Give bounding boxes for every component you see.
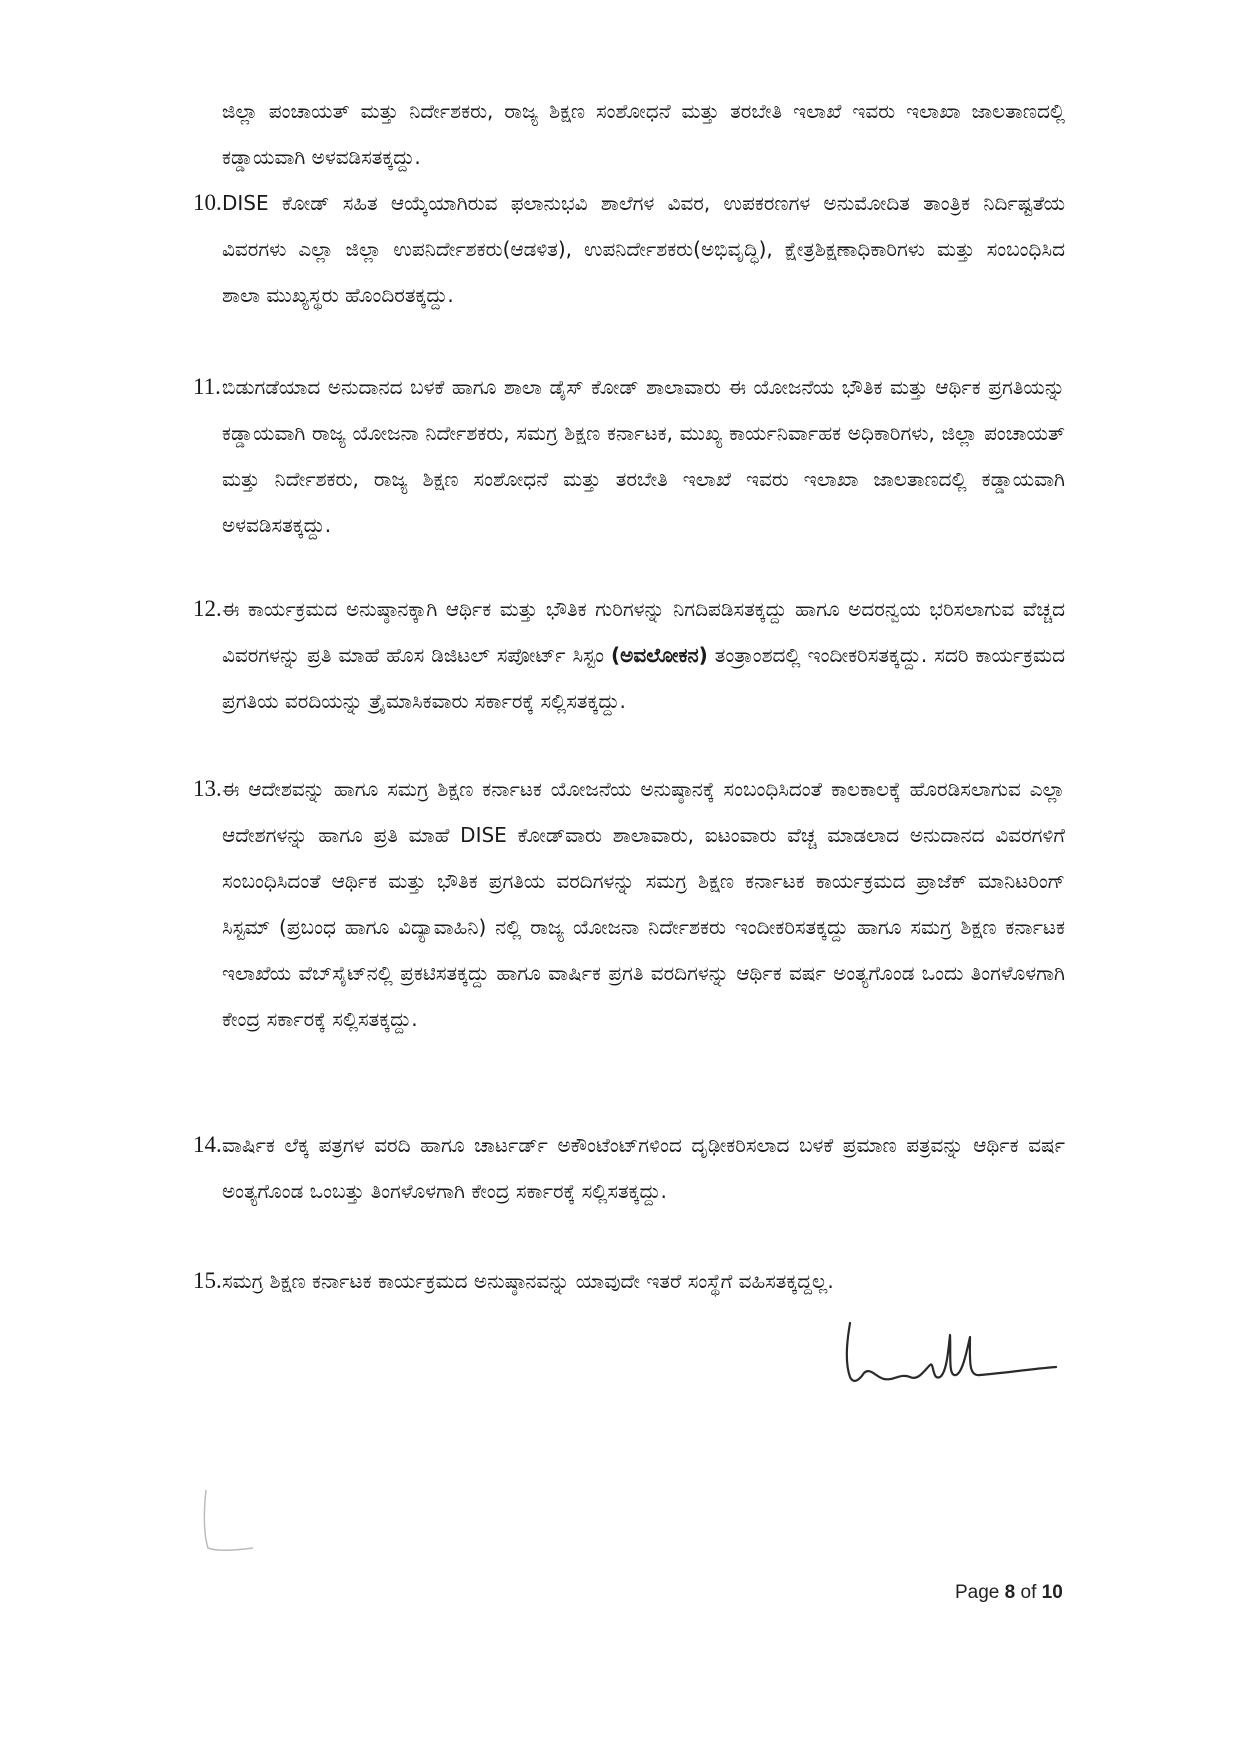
bold-term: (ಅವಲೋಕನ) [611, 643, 708, 667]
item-number: 13. [193, 776, 222, 801]
list-item-15 [193, 1258, 1065, 1304]
item-number: 15. [193, 1268, 222, 1293]
list-item-12 [193, 586, 1065, 724]
list-item-10 [193, 180, 1065, 318]
continuation-paragraph: ಜಿಲ್ಲಾ ಪಂಚಾಯತ್ ಮತ್ತು ನಿರ್ದೇಶಕರು, ರಾಜ್ಯ ಶಿಕ್ಷಣ ಸಂಶೋಧನೆ ಮತ್ತು ತರಬೇತಿ ಇಲಾಖೆ ಇವರು ಇಲಾಖಾ ಜಾಲತಾಣದಲ್ಲಿ ಕಡ್ಡಾಯವಾಗಿ ಅಳವಡಿಸತಕ್ಕದ್ದು. [222, 99, 1065, 169]
item-text: ಈ ಆದೇಶವನ್ನು ಹಾಗೂ ಸಮಗ್ರ ಶಿಕ್ಷಣ ಕರ್ನಾಟಕ ಯೋಜನೆಯ ಅನುಷ್ಠಾನಕ್ಕೆ ಸಂಬಂಧಿಸಿದಂತೆ ಕಾಲಕಾಲಕ್ಕೆ ಹೊರಡಿಸಲಾಗುವ ಎಲ್ಲಾ ಆದೇಶಗಳನ್ನು ಹಾಗೂ ಪ್ರತಿ ಮಾಹೆ DISE ಕೋಡ್‌ವಾರು ಶಾಲಾವಾರು, ಐಟಂವಾರು ವೆಚ್ಚ ಮಾಡಲಾದ ಅನುದಾನದ ವಿವರಗಳಿಗೆ ಸಂಬಂಧಿಸಿದಂತೆ ಆರ್ಥಿಕ ಮತ್ತು ಭೌತಿಕ ಪ್ರಗತಿಯ ವರದಿಗಳನ್ನು ಸಮಗ್ರ ಶಿಕ್ಷಣ ಕರ್ನಾಟಕ ಕಾರ್ಯಕ್ರಮದ ಪ್ರಾಜೆಕ್ ಮಾನಿಟರಿಂಗ್ ಸಿಸ್ಟಮ್ (ಪ್ರಬಂಧ ಹಾಗೂ ವಿದ್ಯಾವಾಹಿನಿ) ನಲ್ಲಿ ರಾಜ್ಯ ಯೋಜನಾ ನಿರ್ದೇಶಕರು ಇಂದೀಕರಿಸತಕ್ಕದ್ದು ಹಾಗೂ ಸಮಗ್ರ ಶಿಕ್ಷಣ ಕರ್ನಾಟಕ ಇಲಾಖೆಯ ವೆಬ್‌ಸೈಟ್‌ನಲ್ಲಿ ಪ್ರಕಟಿಸತಕ್ಕದ್ದು ಹಾಗೂ ವಾರ್ಷಿಕ ಪ್ರಗತಿ ವರದಿಗಳನ್ನು ಆರ್ಥಿಕ ವರ್ಷ ಅಂತ್ಯಗೊಂಡ ಒಂದು ತಿಂಗಳೊಳಗಾಗಿ ಕೇಂದ್ರ ಸರ್ಕಾರಕ್ಕೆ ಸಲ್ಲಿಸತಕ್ಕದ್ದು. [222, 777, 1065, 1031]
faint-pencil-mark [198, 1488, 258, 1558]
item-text: ಈ ಕಾರ್ಯಕ್ರಮದ ಅನುಷ್ಠಾನಕ್ಕಾಗಿ ಆರ್ಥಿಕ ಮತ್ತು ಭೌತಿಕ ಗುರಿಗಳನ್ನು ನಿಗದಿಪಡಿಸತಕ್ಕದ್ದು ಹಾಗೂ ಅದರನ್ವಯ ಭರಿಸಲಾಗುವ ವೆಚ್ಚದ ವಿವರಗಳನ್ನು ಪ್ರತಿ ಮಾಹೆ ಹೊಸ ಡಿಜಿಟಲ್ ಸಪೋರ್ಟ್ ಸಿಸ್ಟಂ (ಅವಲೋಕನ) ತಂತ್ರಾಂಶದಲ್ಲಿ ಇಂದೀಕರಿಸತಕ್ಕದ್ದು. ಸದರಿ ಕಾರ್ಯಕ್ರಮದ ಪ್ರಗತಿಯ ವರದಿಯನ್ನು ತ್ರೈಮಾಸಿಕವಾರು ಸರ್ಕಾರಕ್ಕೆ ಸಲ್ಲಿಸತಕ್ಕದ್ದು. [222, 597, 1066, 713]
current-page-number: 8 [1004, 1582, 1016, 1603]
item-text: ಸಮಗ್ರ ಶಿಕ್ಷಣ ಕರ್ನಾಟಕ ಕಾರ್ಯಕ್ರಮದ ಅನುಷ್ಠಾನವನ್ನು ಯಾವುದೇ ಇತರೆ ಸಂಸ್ಥೆಗೆ ವಹಿಸತಕ್ಕದ್ದಲ್ಲ. [222, 1269, 834, 1293]
item-number: 11. [193, 374, 221, 399]
item-text: DISE ಕೋಡ್ ಸಹಿತ ಆಯ್ಕೆಯಾಗಿರುವ ಫಲಾನುಭವಿ ಶಾಲೆಗಳ ವಿವರ, ಉಪಕರಣಗಳ ಅನುಮೋದಿತ ತಾಂತ್ರಿಕ ನಿರ್ದಿಷ್ಟತೆಯ ವಿವರಗಳು ಎಲ್ಲಾ ಜಿಲ್ಲಾ ಉಪನಿರ್ದೇಶಕರು(ಆಡಳಿತ), ಉಪನಿರ್ದೇಶಕರು(ಅಭಿವೃದ್ಧಿ), ಕ್ಷೇತ್ರಶಿಕ್ಷಣಾಧಿಕಾರಿಗಳು ಮತ್ತು ಸಂಬಂಧಿಸಿದ ಶಾಲಾ ಮುಖ್ಯಸ್ಥರು ಹೊಂದಿರತಕ್ಕದ್ದು. [222, 191, 1065, 307]
item-text: ಬಿಡುಗಡೆಯಾದ ಅನುದಾನದ ಬಳಕೆ ಹಾಗೂ ಶಾಲಾ ಡೈಸ್ ಕೋಡ್ ಶಾಲಾವಾರು ಈ ಯೋಜನೆಯ ಭೌತಿಕ ಮತ್ತು ಆರ್ಥಿಕ ಪ್ರಗತಿಯನ್ನು ಕಡ್ಡಾಯವಾಗಿ ರಾಜ್ಯ ಯೋಜನಾ ನಿರ್ದೇಶಕರು, ಸಮಗ್ರ ಶಿಕ್ಷಣ ಕರ್ನಾಟಕ, ಮುಖ್ಯ ಕಾರ್ಯನಿರ್ವಾಹಕ ಅಧಿಕಾರಿಗಳು, ಜಿಲ್ಲಾ ಪಂಚಾಯತ್ ಮತ್ತು ನಿರ್ದೇಶಕರು, ರಾಜ್ಯ ಶಿಕ್ಷಣ ಸಂಶೋಧನೆ ಮತ್ತು ತರಬೇತಿ ಇಲಾಖೆ ಇವರು ಇಲಾಖಾ ಜಾಲತಾಣದಲ್ಲಿ ಕಡ್ಡಾಯವಾಗಿ ಅಳವಡಿಸತಕ್ಕದ್ದು. [222, 375, 1065, 537]
item-number: 14. [193, 1132, 222, 1157]
item-text: ವಾರ್ಷಿಕ ಲೆಕ್ಕ ಪತ್ರಗಳ ವರದಿ ಹಾಗೂ ಚಾರ್ಟರ್ಡ್ ಅಕೌಂಟೆಂಟ್‌ಗಳಿಂದ ದೃಢೀಕರಿಸಲಾದ ಬಳಕೆ ಪ್ರಮಾಣ ಪತ್ರವನ್ನು ಆರ್ಥಿಕ ವರ್ಷ ಅಂತ್ಯಗೊಂಡ ಒಂಬತ್ತು ತಿಂಗಳೊಳಗಾಗಿ ಕೇಂದ್ರ ಸರ್ಕಾರಕ್ಕೆ ಸಲ್ಲಿಸತಕ್ಕದ್ದು. [222, 1133, 1065, 1203]
total-pages-number: 10 [1041, 1582, 1063, 1603]
item-number: 12. [193, 596, 222, 621]
list-item-14 [193, 1122, 1065, 1214]
list-item-13 [193, 766, 1065, 1042]
item-number: 10. [193, 190, 222, 215]
list-item-11 [193, 364, 1065, 548]
signature [830, 1315, 1060, 1405]
page-number-footer: Page 8 of 10 [955, 1582, 1063, 1603]
